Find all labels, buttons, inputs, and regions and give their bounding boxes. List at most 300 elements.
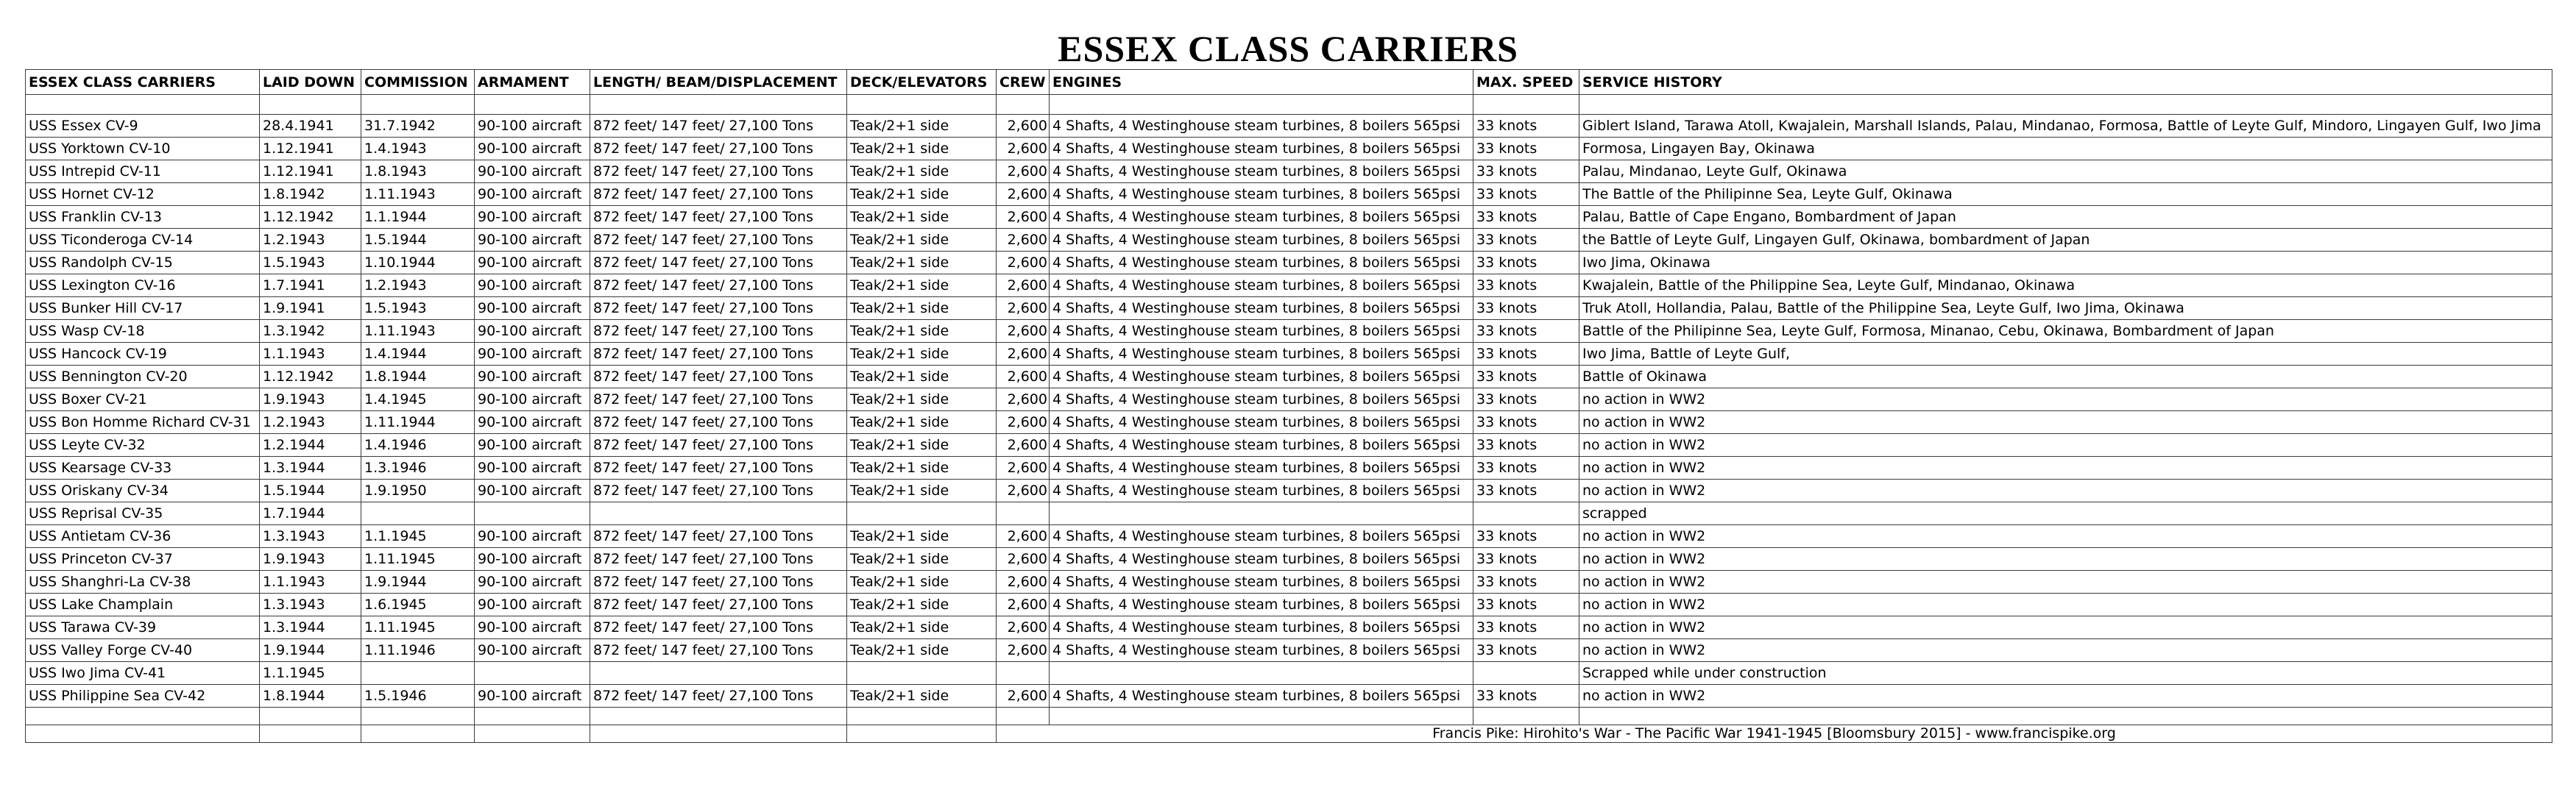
- table-cell: 1.3.1943: [260, 525, 361, 548]
- table-cell: 90-100 aircraft: [475, 616, 590, 639]
- table-cell: 1.3.1946: [361, 457, 475, 480]
- table-cell: 2,600: [997, 252, 1050, 274]
- table-row: [26, 685, 2552, 708]
- table-cell: 2,600: [997, 160, 1050, 183]
- table-cell: [1473, 662, 1579, 685]
- table-cell: 872 feet/ 147 feet/ 27,100 Tons: [590, 411, 847, 434]
- table-cell: Teak/2+1 side: [847, 548, 997, 571]
- table-cell: 872 feet/ 147 feet/ 27,100 Tons: [590, 297, 847, 320]
- table-cell: 4 Shafts, 4 Westinghouse steam turbines, 8 boilers 565psi: [1050, 274, 1473, 297]
- table-cell: 90-100 aircraft: [475, 297, 590, 320]
- table-cell: 2,600: [997, 616, 1050, 639]
- table-cell: USS Valley Forge CV-40: [26, 639, 260, 662]
- table-cell: 872 feet/ 147 feet/ 27,100 Tons: [590, 594, 847, 616]
- header-cell: LAID DOWN: [260, 70, 361, 95]
- table-cell: 1.1.1943: [260, 343, 361, 366]
- table-cell: 1.7.1944: [260, 502, 361, 525]
- table-cell: 1.11.1943: [361, 183, 475, 206]
- table-cell: USS Philippine Sea CV-42: [26, 685, 260, 708]
- table-row: [26, 571, 2552, 594]
- table-cell: 4 Shafts, 4 Westinghouse steam turbines, 8 boilers 565psi: [1050, 160, 1473, 183]
- table-cell: 1.2.1943: [260, 411, 361, 434]
- table-cell: 33 knots: [1473, 183, 1579, 206]
- table-cell: no action in WW2: [1579, 571, 2552, 594]
- table-cell: 31.7.1942: [361, 115, 475, 138]
- table-cell: 2,600: [997, 183, 1050, 206]
- table-row: [26, 138, 2552, 160]
- table-cell: 1.8.1943: [361, 160, 475, 183]
- table-cell: USS Kearsage CV-33: [26, 457, 260, 480]
- table-cell: Teak/2+1 side: [847, 115, 997, 138]
- table-cell: USS Bon Homme Richard CV-31: [26, 411, 260, 434]
- table-cell: USS Iwo Jima CV-41: [26, 662, 260, 685]
- table-cell: 872 feet/ 147 feet/ 27,100 Tons: [590, 639, 847, 662]
- table-cell: 90-100 aircraft: [475, 115, 590, 138]
- header-cell: COMMISSION: [361, 70, 475, 95]
- table-cell: 33 knots: [1473, 685, 1579, 708]
- table-cell: USS Bennington CV-20: [26, 366, 260, 388]
- table-cell: 2,600: [997, 548, 1050, 571]
- table-cell: 1.2.1943: [361, 274, 475, 297]
- table-cell: 1.9.1941: [260, 297, 361, 320]
- table-cell: 1.3.1943: [260, 594, 361, 616]
- table-cell: 1.11.1945: [361, 616, 475, 639]
- table-row: [26, 343, 2552, 366]
- table-cell: 2,600: [997, 343, 1050, 366]
- table-cell: 2,600: [997, 457, 1050, 480]
- table-cell: 2,600: [997, 366, 1050, 388]
- table-cell: [361, 662, 475, 685]
- table-cell: 1.12.1942: [260, 206, 361, 229]
- table-cell: USS Reprisal CV-35: [26, 502, 260, 525]
- table-cell: 4 Shafts, 4 Westinghouse steam turbines, 8 boilers 565psi: [1050, 366, 1473, 388]
- table-cell: [361, 502, 475, 525]
- table-cell: 1.1.1945: [361, 525, 475, 548]
- table-cell: 33 knots: [1473, 320, 1579, 343]
- table-cell: 28.4.1941: [260, 115, 361, 138]
- table-row: [26, 616, 2552, 639]
- table-cell: 90-100 aircraft: [475, 594, 590, 616]
- table-cell: 1.4.1945: [361, 388, 475, 411]
- table-cell: 872 feet/ 147 feet/ 27,100 Tons: [590, 548, 847, 571]
- header-cell: ENGINES: [1050, 70, 1473, 95]
- table-cell: 872 feet/ 147 feet/ 27,100 Tons: [590, 252, 847, 274]
- table-cell: 2,600: [997, 525, 1050, 548]
- table-cell: 872 feet/ 147 feet/ 27,100 Tons: [590, 480, 847, 502]
- table-cell: 33 knots: [1473, 571, 1579, 594]
- table-cell: 1.3.1944: [260, 616, 361, 639]
- table-cell: 4 Shafts, 4 Westinghouse steam turbines, 8 boilers 565psi: [1050, 388, 1473, 411]
- table-cell: 4 Shafts, 4 Westinghouse steam turbines, 8 boilers 565psi: [1050, 252, 1473, 274]
- table-cell: 1.1.1943: [260, 571, 361, 594]
- table-cell: 90-100 aircraft: [475, 183, 590, 206]
- table-cell: Formosa, Lingayen Bay, Okinawa: [1579, 138, 2552, 160]
- table-row: [26, 502, 2552, 525]
- table-cell: [475, 662, 590, 685]
- table-cell: no action in WW2: [1579, 616, 2552, 639]
- table-cell: 33 knots: [1473, 229, 1579, 252]
- table-cell: 4 Shafts, 4 Westinghouse steam turbines, 8 boilers 565psi: [1050, 115, 1473, 138]
- table-cell: 90-100 aircraft: [475, 160, 590, 183]
- table-cell: no action in WW2: [1579, 525, 2552, 548]
- carriers-table: [25, 69, 2552, 743]
- table-cell: Iwo Jima, Okinawa: [1579, 252, 2552, 274]
- table-cell: 90-100 aircraft: [475, 366, 590, 388]
- table-cell: USS Boxer CV-21: [26, 388, 260, 411]
- table-cell: Teak/2+1 side: [847, 138, 997, 160]
- table-cell: [997, 502, 1050, 525]
- table-cell: 33 knots: [1473, 388, 1579, 411]
- table-cell: [590, 662, 847, 685]
- table-cell: 872 feet/ 147 feet/ 27,100 Tons: [590, 274, 847, 297]
- table-cell: 1.9.1944: [260, 639, 361, 662]
- table-cell: 90-100 aircraft: [475, 480, 590, 502]
- table-cell: 1.5.1943: [260, 252, 361, 274]
- table-cell: the Battle of Leyte Gulf, Lingayen Gulf, Okinawa, bombardment of Japan: [1579, 229, 2552, 252]
- table-cell: 2,600: [997, 388, 1050, 411]
- table-cell: Teak/2+1 side: [847, 480, 997, 502]
- table-cell: 872 feet/ 147 feet/ 27,100 Tons: [590, 616, 847, 639]
- table-cell: 2,600: [997, 639, 1050, 662]
- table-cell: 2,600: [997, 274, 1050, 297]
- table-row: [26, 274, 2552, 297]
- table-cell: 4 Shafts, 4 Westinghouse steam turbines, 8 boilers 565psi: [1050, 206, 1473, 229]
- table-cell: 33 knots: [1473, 252, 1579, 274]
- table-cell: 1.11.1945: [361, 548, 475, 571]
- table-cell: 2,600: [997, 297, 1050, 320]
- table-cell: Battle of Okinawa: [1579, 366, 2552, 388]
- table-cell: 1.5.1944: [260, 480, 361, 502]
- table-cell: 2,600: [997, 480, 1050, 502]
- table-cell: 2,600: [997, 685, 1050, 708]
- table-cell: Teak/2+1 side: [847, 525, 997, 548]
- table-cell: no action in WW2: [1579, 548, 2552, 571]
- table-cell: 33 knots: [1473, 548, 1579, 571]
- table-cell: 1.7.1941: [260, 274, 361, 297]
- table-cell: USS Randolph CV-15: [26, 252, 260, 274]
- table-cell: 33 knots: [1473, 366, 1579, 388]
- table-cell: 872 feet/ 147 feet/ 27,100 Tons: [590, 457, 847, 480]
- table-row: [26, 662, 2552, 685]
- table-cell: 2,600: [997, 434, 1050, 457]
- table-row: [26, 366, 2552, 388]
- table-cell: 1.9.1943: [260, 388, 361, 411]
- header-cell: LENGTH/ BEAM/DISPLACEMENT: [590, 70, 847, 95]
- table-cell: 872 feet/ 147 feet/ 27,100 Tons: [590, 115, 847, 138]
- table-cell: 90-100 aircraft: [475, 229, 590, 252]
- table-cell: 4 Shafts, 4 Westinghouse steam turbines, 8 boilers 565psi: [1050, 548, 1473, 571]
- table-cell: Palau, Mindanao, Leyte Gulf, Okinawa: [1579, 160, 2552, 183]
- blank-row: [26, 95, 2552, 115]
- table-cell: 1.12.1941: [260, 138, 361, 160]
- table-cell: 90-100 aircraft: [475, 320, 590, 343]
- table-cell: Teak/2+1 side: [847, 160, 997, 183]
- table-cell: no action in WW2: [1579, 411, 2552, 434]
- table-cell: [590, 502, 847, 525]
- table-cell: 872 feet/ 147 feet/ 27,100 Tons: [590, 434, 847, 457]
- table-cell: 1.2.1943: [260, 229, 361, 252]
- table-cell: Teak/2+1 side: [847, 594, 997, 616]
- table-cell: USS Hornet CV-12: [26, 183, 260, 206]
- table-cell: 4 Shafts, 4 Westinghouse steam turbines, 8 boilers 565psi: [1050, 138, 1473, 160]
- table-cell: 872 feet/ 147 feet/ 27,100 Tons: [590, 343, 847, 366]
- table-cell: 33 knots: [1473, 206, 1579, 229]
- table-row: [26, 115, 2552, 138]
- table-cell: 1.12.1941: [260, 160, 361, 183]
- table-cell: Teak/2+1 side: [847, 183, 997, 206]
- table-cell: Teak/2+1 side: [847, 411, 997, 434]
- table-cell: no action in WW2: [1579, 594, 2552, 616]
- table-cell: Iwo Jima, Battle of Leyte Gulf,: [1579, 343, 2552, 366]
- table-cell: 4 Shafts, 4 Westinghouse steam turbines, 8 boilers 565psi: [1050, 571, 1473, 594]
- table-cell: 90-100 aircraft: [475, 388, 590, 411]
- table-cell: [1050, 662, 1473, 685]
- table-cell: 872 feet/ 147 feet/ 27,100 Tons: [590, 571, 847, 594]
- table-row: [26, 183, 2552, 206]
- table-cell: 90-100 aircraft: [475, 411, 590, 434]
- table-cell: 4 Shafts, 4 Westinghouse steam turbines, 8 boilers 565psi: [1050, 685, 1473, 708]
- table-cell: 872 feet/ 147 feet/ 27,100 Tons: [590, 229, 847, 252]
- table-cell: 90-100 aircraft: [475, 571, 590, 594]
- table-cell: [1050, 502, 1473, 525]
- table-cell: USS Oriskany CV-34: [26, 480, 260, 502]
- table-cell: Teak/2+1 side: [847, 366, 997, 388]
- table-cell: 90-100 aircraft: [475, 343, 590, 366]
- table-cell: 872 feet/ 147 feet/ 27,100 Tons: [590, 320, 847, 343]
- table-row: [26, 388, 2552, 411]
- table-cell: 90-100 aircraft: [475, 138, 590, 160]
- table-cell: Teak/2+1 side: [847, 685, 997, 708]
- table-cell: 33 knots: [1473, 160, 1579, 183]
- table-cell: 872 feet/ 147 feet/ 27,100 Tons: [590, 206, 847, 229]
- table-cell: USS Wasp CV-18: [26, 320, 260, 343]
- table-cell: 1.4.1944: [361, 343, 475, 366]
- table-row: [26, 548, 2552, 571]
- table-cell: Teak/2+1 side: [847, 571, 997, 594]
- table-cell: Truk Atoll, Hollandia, Palau, Battle of the Philippine Sea, Leyte Gulf, Iwo Jima, Okinawa: [1579, 297, 2552, 320]
- table-cell: 2,600: [997, 206, 1050, 229]
- table-cell: Teak/2+1 side: [847, 388, 997, 411]
- table-cell: 1.3.1942: [260, 320, 361, 343]
- table-cell: 1.3.1944: [260, 457, 361, 480]
- table-cell: 872 feet/ 147 feet/ 27,100 Tons: [590, 160, 847, 183]
- table-cell: 1.11.1943: [361, 320, 475, 343]
- table-cell: 90-100 aircraft: [475, 206, 590, 229]
- table-cell: 1.8.1942: [260, 183, 361, 206]
- table-cell: 1.5.1944: [361, 229, 475, 252]
- table-cell: 4 Shafts, 4 Westinghouse steam turbines, 8 boilers 565psi: [1050, 411, 1473, 434]
- table-cell: [847, 662, 997, 685]
- header-cell: MAX. SPEED: [1473, 70, 1579, 95]
- table-cell: 33 knots: [1473, 274, 1579, 297]
- table-cell: 4 Shafts, 4 Westinghouse steam turbines, 8 boilers 565psi: [1050, 229, 1473, 252]
- table-cell: Teak/2+1 side: [847, 274, 997, 297]
- table-cell: 33 knots: [1473, 434, 1579, 457]
- table-row: [26, 297, 2552, 320]
- table-cell: 4 Shafts, 4 Westinghouse steam turbines, 8 boilers 565psi: [1050, 457, 1473, 480]
- table-cell: 1.4.1946: [361, 434, 475, 457]
- table-cell: 872 feet/ 147 feet/ 27,100 Tons: [590, 138, 847, 160]
- table-cell: 4 Shafts, 4 Westinghouse steam turbines, 8 boilers 565psi: [1050, 639, 1473, 662]
- table-cell: USS Shanghri-La CV-38: [26, 571, 260, 594]
- table-cell: 2,600: [997, 594, 1050, 616]
- table-cell: Teak/2+1 side: [847, 639, 997, 662]
- table-cell: Teak/2+1 side: [847, 434, 997, 457]
- table-cell: 33 knots: [1473, 297, 1579, 320]
- table-cell: 33 knots: [1473, 480, 1579, 502]
- table-cell: Teak/2+1 side: [847, 229, 997, 252]
- header-cell: SERVICE HISTORY: [1579, 70, 2552, 95]
- table-row: [26, 160, 2552, 183]
- table-row: [26, 639, 2552, 662]
- table-cell: 2,600: [997, 411, 1050, 434]
- table-cell: 1.8.1944: [260, 685, 361, 708]
- table-cell: 90-100 aircraft: [475, 274, 590, 297]
- table-cell: no action in WW2: [1579, 639, 2552, 662]
- table-cell: 90-100 aircraft: [475, 639, 590, 662]
- source-row: [26, 725, 2552, 743]
- table-cell: 872 feet/ 147 feet/ 27,100 Tons: [590, 525, 847, 548]
- table-row: [26, 480, 2552, 502]
- table-cell: 1.5.1946: [361, 685, 475, 708]
- table-row: [26, 320, 2552, 343]
- table-cell: USS Tarawa CV-39: [26, 616, 260, 639]
- table-cell: 33 knots: [1473, 594, 1579, 616]
- table-cell: USS Bunker Hill CV-17: [26, 297, 260, 320]
- source-citation: Francis Pike: Hirohito's War - The Pacific War 1941-1945 [Bloomsbury 2015] - www.francispike.org: [997, 725, 2552, 743]
- table-cell: USS Lexington CV-16: [26, 274, 260, 297]
- table-cell: no action in WW2: [1579, 388, 2552, 411]
- table-row: [26, 252, 2552, 274]
- table-cell: 872 feet/ 147 feet/ 27,100 Tons: [590, 685, 847, 708]
- table-cell: scrapped: [1579, 502, 2552, 525]
- table-cell: 872 feet/ 147 feet/ 27,100 Tons: [590, 388, 847, 411]
- header-cell: ARMAMENT: [475, 70, 590, 95]
- header-cell: DECK/ELEVATORS: [847, 70, 997, 95]
- table-cell: no action in WW2: [1579, 434, 2552, 457]
- table-cell: 33 knots: [1473, 616, 1579, 639]
- table-cell: Teak/2+1 side: [847, 457, 997, 480]
- table-cell: USS Essex CV-9: [26, 115, 260, 138]
- table-cell: 33 knots: [1473, 138, 1579, 160]
- page-title: ESSEX CLASS CARRIERS: [1058, 28, 1518, 69]
- table-cell: 1.4.1943: [361, 138, 475, 160]
- table-cell: 4 Shafts, 4 Westinghouse steam turbines, 8 boilers 565psi: [1050, 616, 1473, 639]
- table-cell: 90-100 aircraft: [475, 457, 590, 480]
- table-cell: USS Hancock CV-19: [26, 343, 260, 366]
- table-cell: 4 Shafts, 4 Westinghouse steam turbines, 8 boilers 565psi: [1050, 434, 1473, 457]
- table-cell: 2,600: [997, 320, 1050, 343]
- table-cell: 1.11.1944: [361, 411, 475, 434]
- table-cell: USS Ticonderoga CV-14: [26, 229, 260, 252]
- table-cell: USS Lake Champlain: [26, 594, 260, 616]
- table-cell: 90-100 aircraft: [475, 252, 590, 274]
- table-cell: USS Princeton CV-37: [26, 548, 260, 571]
- table-cell: Teak/2+1 side: [847, 297, 997, 320]
- header-row: [26, 70, 2552, 95]
- table-cell: 1.11.1946: [361, 639, 475, 662]
- table-row: [26, 434, 2552, 457]
- header-cell: CREW: [997, 70, 1050, 95]
- table-row: [26, 457, 2552, 480]
- table-cell: 1.5.1943: [361, 297, 475, 320]
- table-cell: 4 Shafts, 4 Westinghouse steam turbines, 8 boilers 565psi: [1050, 320, 1473, 343]
- table-cell: Teak/2+1 side: [847, 320, 997, 343]
- table-cell: [997, 662, 1050, 685]
- table-row: [26, 525, 2552, 548]
- table-cell: 90-100 aircraft: [475, 434, 590, 457]
- table-cell: 1.8.1944: [361, 366, 475, 388]
- table-cell: 1.6.1945: [361, 594, 475, 616]
- table-cell: The Battle of the Philipinne Sea, Leyte Gulf, Okinawa: [1579, 183, 2552, 206]
- table-cell: no action in WW2: [1579, 685, 2552, 708]
- table-cell: 1.9.1950: [361, 480, 475, 502]
- table-row: [26, 411, 2552, 434]
- table-cell: 2,600: [997, 229, 1050, 252]
- table-cell: 1.12.1942: [260, 366, 361, 388]
- table-cell: 33 knots: [1473, 639, 1579, 662]
- table-cell: 4 Shafts, 4 Westinghouse steam turbines, 8 boilers 565psi: [1050, 525, 1473, 548]
- table-cell: 4 Shafts, 4 Westinghouse steam turbines, 8 boilers 565psi: [1050, 594, 1473, 616]
- table-cell: Teak/2+1 side: [847, 206, 997, 229]
- table-cell: 90-100 aircraft: [475, 685, 590, 708]
- table-cell: USS Franklin CV-13: [26, 206, 260, 229]
- table-cell: 2,600: [997, 571, 1050, 594]
- table-cell: [475, 502, 590, 525]
- table-cell: 1.1.1945: [260, 662, 361, 685]
- table-cell: 33 knots: [1473, 115, 1579, 138]
- table-cell: Teak/2+1 side: [847, 616, 997, 639]
- table-cell: USS Yorktown CV-10: [26, 138, 260, 160]
- table-cell: 90-100 aircraft: [475, 525, 590, 548]
- table-cell: 33 knots: [1473, 457, 1579, 480]
- table-cell: 4 Shafts, 4 Westinghouse steam turbines, 8 boilers 565psi: [1050, 343, 1473, 366]
- table-cell: 1.9.1943: [260, 548, 361, 571]
- table-cell: 872 feet/ 147 feet/ 27,100 Tons: [590, 366, 847, 388]
- table-cell: 2,600: [997, 138, 1050, 160]
- table-cell: Battle of the Philipinne Sea, Leyte Gulf, Formosa, Minanao, Cebu, Okinawa, Bombardment of Japan: [1579, 320, 2552, 343]
- table-cell: 33 knots: [1473, 525, 1579, 548]
- table-cell: Scrapped while under construction: [1579, 662, 2552, 685]
- table-cell: 1.2.1944: [260, 434, 361, 457]
- table-cell: USS Leyte CV-32: [26, 434, 260, 457]
- table-cell: [847, 502, 997, 525]
- table-cell: 1.9.1944: [361, 571, 475, 594]
- blank-row: [26, 708, 2552, 725]
- table-cell: 90-100 aircraft: [475, 548, 590, 571]
- table-cell: Giblert Island, Tarawa Atoll, Kwajalein, Marshall Islands, Palau, Mindanao, Formosa, Battle of Leyte Gulf, Mindoro, Lingayen Gulf, Iwo Jima: [1579, 115, 2552, 138]
- table-row: [26, 229, 2552, 252]
- table-cell: Palau, Battle of Cape Engano, Bombardment of Japan: [1579, 206, 2552, 229]
- table-cell: no action in WW2: [1579, 457, 2552, 480]
- table-cell: 33 knots: [1473, 343, 1579, 366]
- table-row: [26, 206, 2552, 229]
- table-cell: 872 feet/ 147 feet/ 27,100 Tons: [590, 183, 847, 206]
- table-cell: 4 Shafts, 4 Westinghouse steam turbines, 8 boilers 565psi: [1050, 480, 1473, 502]
- table-cell: Kwajalein, Battle of the Philippine Sea, Leyte Gulf, Mindanao, Okinawa: [1579, 274, 2552, 297]
- table-cell: no action in WW2: [1579, 480, 2552, 502]
- table-cell: 1.10.1944: [361, 252, 475, 274]
- table-cell: USS Antietam CV-36: [26, 525, 260, 548]
- table-cell: Teak/2+1 side: [847, 343, 997, 366]
- table-cell: Teak/2+1 side: [847, 252, 997, 274]
- table-cell: 2,600: [997, 115, 1050, 138]
- table-cell: [1473, 502, 1579, 525]
- table-row: [26, 594, 2552, 616]
- table-cell: USS Intrepid CV-11: [26, 160, 260, 183]
- table-cell: 4 Shafts, 4 Westinghouse steam turbines, 8 boilers 565psi: [1050, 183, 1473, 206]
- header-cell: ESSEX CLASS CARRIERS: [26, 70, 260, 95]
